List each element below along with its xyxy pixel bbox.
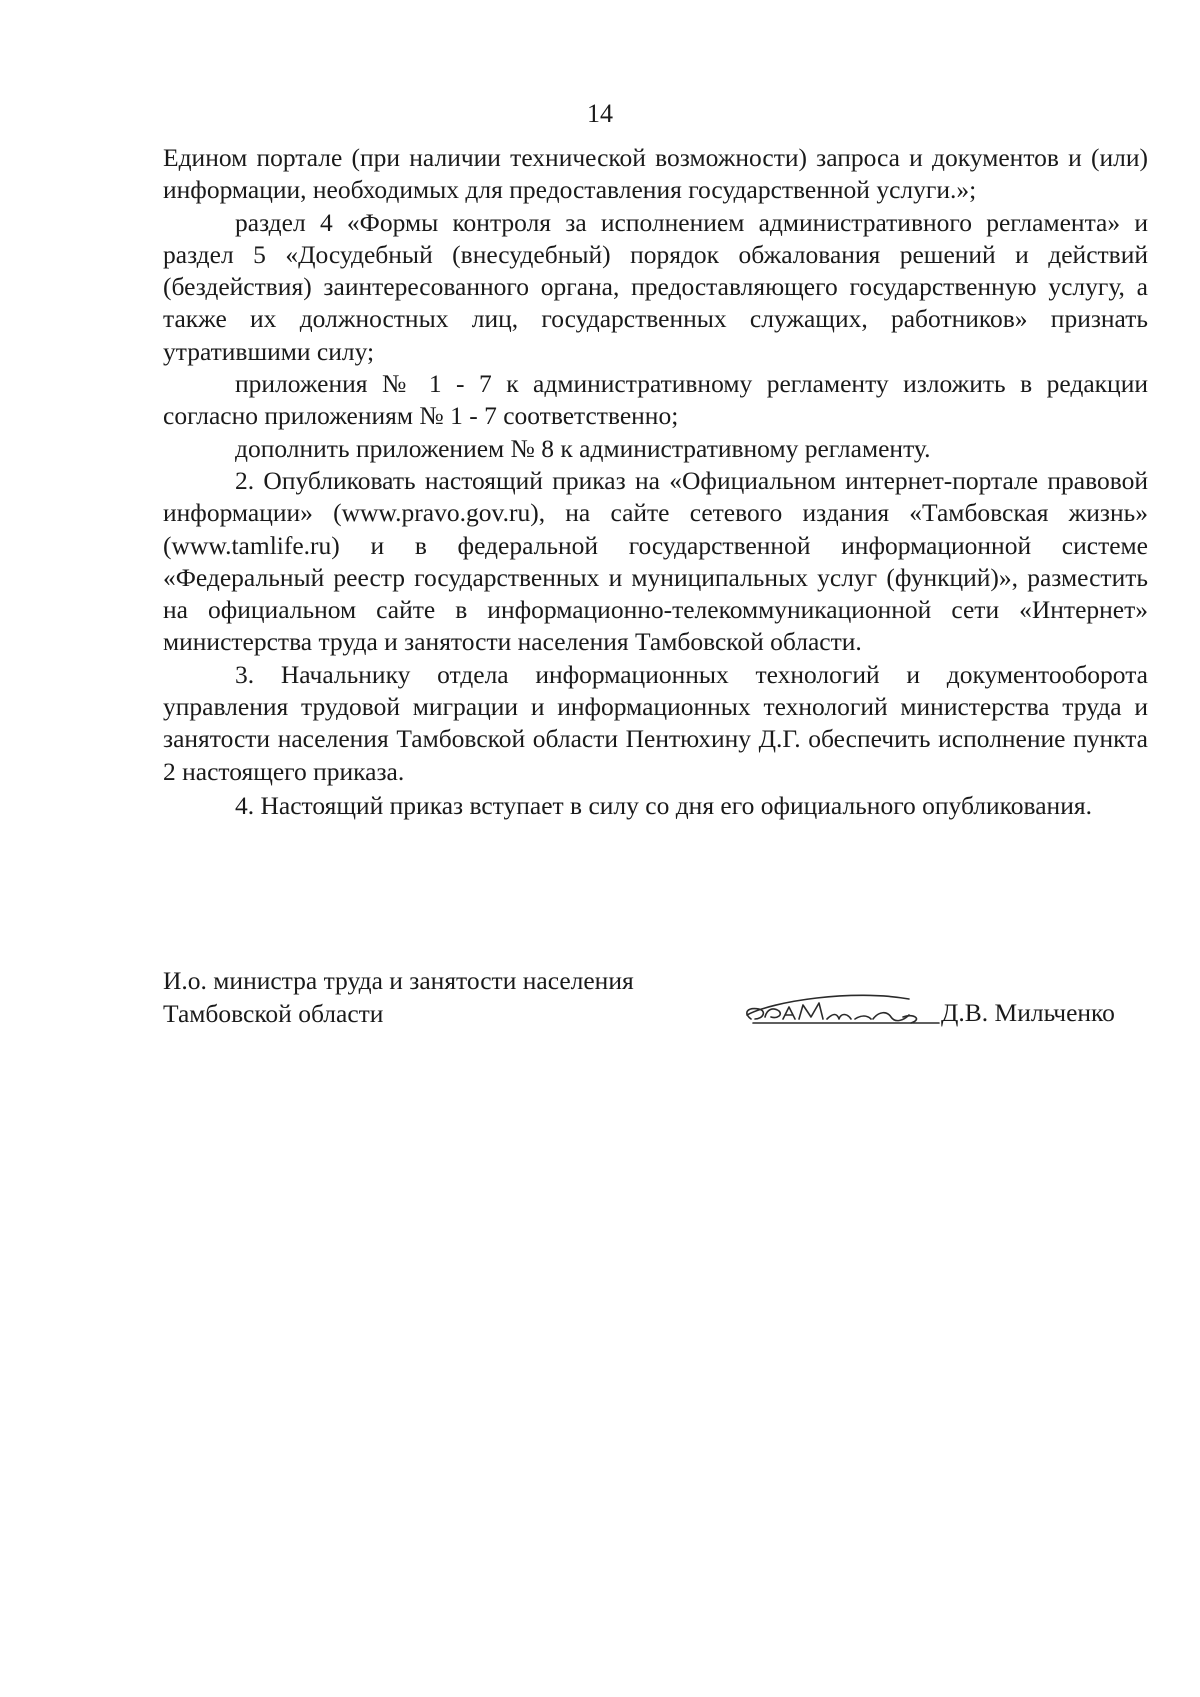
paragraph-appendices-1-7: приложения № 1 - 7 к административному регламенту изложить в редакции согласно приложениям № 1 - 7 соответственно; <box>163 369 1148 431</box>
document-body <box>163 142 1148 822</box>
page-number: 14 <box>587 99 613 128</box>
paragraph-item-3: 3. Начальнику отдела информационных технологий и документооборота управления трудовой миграции и информационных технологий министерства труда и занятости населения Тамбовской области Пентюхину Д.Г. обеспечить исполнение пункта 2 настоящего приказа. <box>163 659 1148 786</box>
signatory-position-line-2: Тамбовской области <box>163 998 384 1028</box>
signatory-name: Д.В. Мильченко <box>941 998 1115 1027</box>
signatory-position <box>163 965 723 1030</box>
paragraph-continuation: Едином портале (при наличии технической возможности) запроса и документов и (или) информации, необходимых для предоставления государственной услуги.»; <box>163 143 1148 205</box>
handwritten-signature <box>733 973 953 1033</box>
signatory-position-line-1: И.о. министра труда и занятости населения <box>163 966 634 995</box>
paragraph-item-2: 2. Опубликовать настоящий приказ на «Официальном интернет-портале правовой информации» (www.pravo.gov.ru), на сайте сетевого издания «Тамбовская жизнь» (www.tamlife.ru) и в федеральной государственной информационной системе «Федеральный реестр государственных и муниципальных услуг (функций)», разместить на официальном сайте в информационно-телекоммуникационной сети «Интернет» министерства труда и занятости населения Тамбовской области. <box>163 465 1148 657</box>
paragraph-section-4-5: раздел 4 «Формы контроля за исполнением административного регламента» и раздел 5 «Досудебный (внесудебный) порядок обжалования решений и действий (бездействия) заинтересованного органа, предоставляющего государственную услугу, а также их должностных лиц, государственных служащих, работников» признать утратившими силу; <box>163 207 1148 366</box>
paragraph-appendix-8: дополнить приложением № 8 к административному регламенту. <box>235 433 931 463</box>
paragraph-item-4: 4. Настоящий приказ вступает в силу со дня его официального опубликования. <box>235 790 1092 820</box>
signature-block <box>163 965 1148 1045</box>
